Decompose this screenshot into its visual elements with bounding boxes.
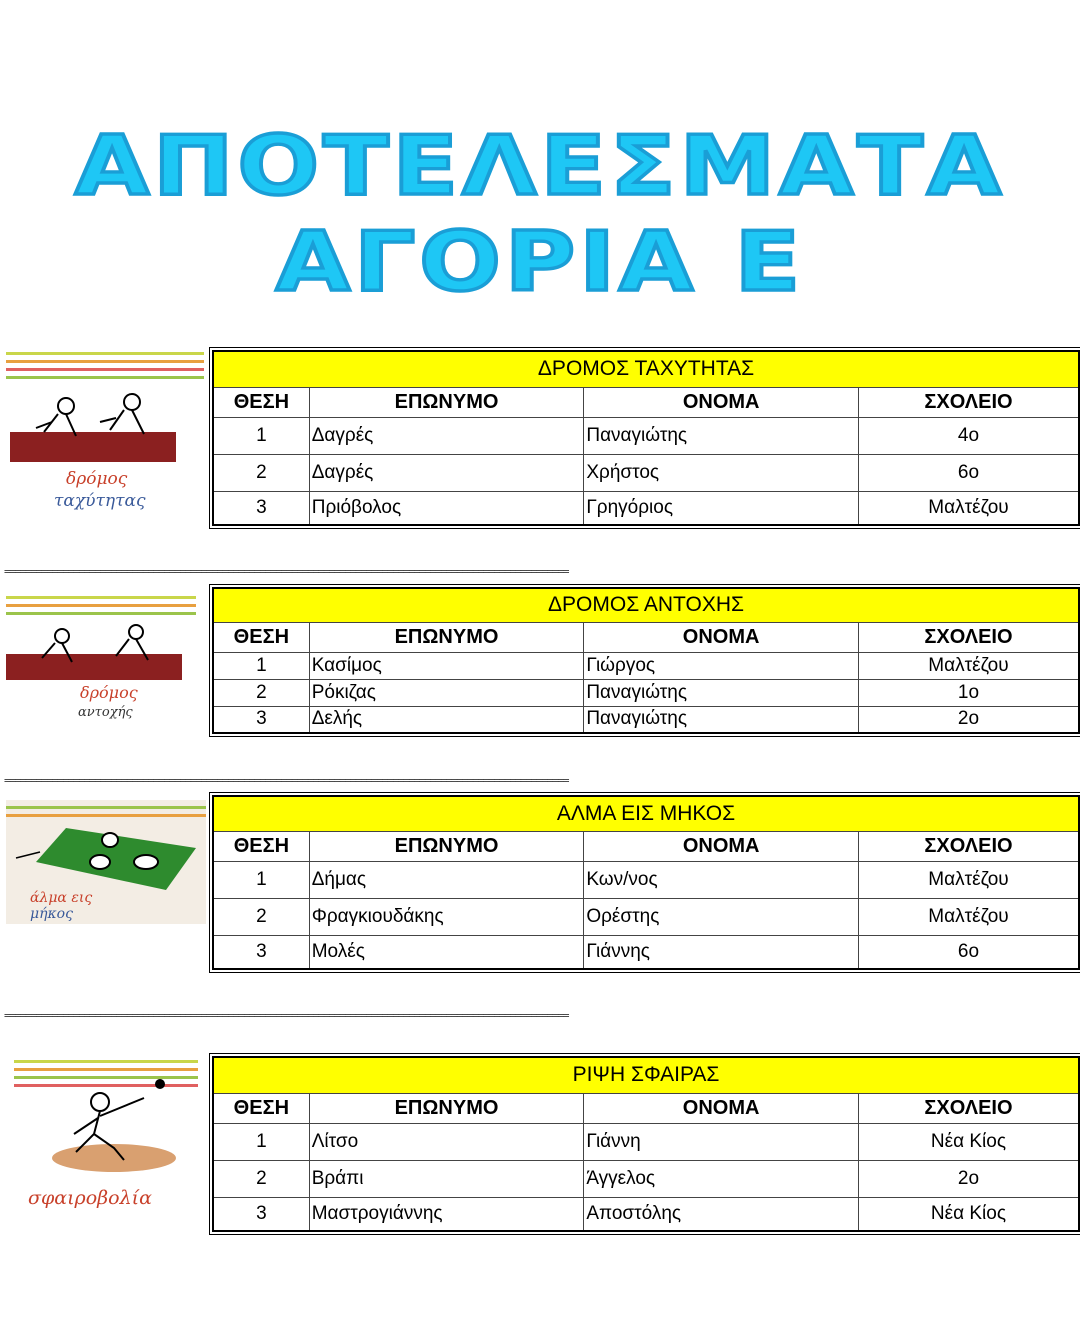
- event-title: ΔΡΟΜΟΣ ΤΑΧΥΤΗΤΑΣ: [213, 351, 1079, 387]
- school-cell: Μαλτέζου: [858, 491, 1079, 525]
- shot-put-logo: [14, 1060, 214, 1226]
- col-header-school: ΣΧΟΛΕΙΟ: [858, 831, 1079, 861]
- page-title-line-2: ΑΓΟΡΙΑ Ε: [275, 214, 805, 310]
- position-cell: 2: [213, 679, 309, 706]
- surname-cell: Δελής: [309, 706, 584, 733]
- surname-cell: Λίτσο: [309, 1123, 584, 1160]
- endurance-logo-caption-2: αντοχής: [78, 705, 133, 720]
- name-cell: Αποστόλης: [584, 1197, 859, 1231]
- position-cell: 1: [213, 861, 309, 898]
- shot-put-results-table: [212, 1056, 1080, 1232]
- col-header-school: ΣΧΟΛΕΙΟ: [858, 622, 1079, 652]
- school-cell: 4ο: [858, 417, 1079, 454]
- school-cell: 2ο: [858, 1160, 1079, 1197]
- school-cell: 2ο: [858, 706, 1079, 733]
- long-jump-logo: [6, 800, 206, 924]
- long-jump-logo-caption-1: άλμα εις: [30, 890, 93, 906]
- surname-cell: Μολές: [309, 935, 584, 969]
- name-cell: Γιάννη: [584, 1123, 859, 1160]
- table-row: [213, 652, 1079, 679]
- name-cell: Παναγιώτης: [584, 679, 859, 706]
- long-jump-results-table: [212, 795, 1080, 970]
- table-row: [213, 491, 1079, 525]
- surname-cell: Δήμας: [309, 861, 584, 898]
- table-row: [213, 706, 1079, 733]
- col-header-name: ΟΝΟΜΑ: [584, 1093, 859, 1123]
- table-row: [213, 1160, 1079, 1197]
- col-header-surname: ΕΠΩΝΥΜΟ: [309, 831, 584, 861]
- col-header-school: ΣΧΟΛΕΙΟ: [858, 1093, 1079, 1123]
- name-cell: Γρηγόριος: [584, 491, 859, 525]
- endurance-logo-caption-1: δρόμος: [80, 683, 138, 702]
- name-cell: Γιάννης: [584, 935, 859, 969]
- school-cell: Νέα Κίος: [858, 1123, 1079, 1160]
- col-header-surname: ΕΠΩΝΥΜΟ: [309, 622, 584, 652]
- sprint-logo: [6, 352, 206, 522]
- sprint-logo-caption-1: δρόμος: [66, 469, 128, 489]
- position-cell: 2: [213, 898, 309, 935]
- surname-cell: Δαγρές: [309, 454, 584, 491]
- position-cell: 1: [213, 652, 309, 679]
- surname-cell: Φραγκιουδάκης: [309, 898, 584, 935]
- separator: ==========================================================================================================: [4, 566, 569, 578]
- event-title: ΔΡΟΜΟΣ ΑΝΤΟΧΗΣ: [213, 588, 1079, 622]
- name-cell: Κων/νος: [584, 861, 859, 898]
- separator: ==========================================================================================================: [4, 775, 569, 787]
- school-cell: Μαλτέζου: [858, 898, 1079, 935]
- col-header-position: ΘΕΣΗ: [213, 831, 309, 861]
- surname-cell: Πριόβολος: [309, 491, 584, 525]
- position-cell: 3: [213, 935, 309, 969]
- surname-cell: Κασίμος: [309, 652, 584, 679]
- school-cell: 6ο: [858, 454, 1079, 491]
- name-cell: Άγγελος: [584, 1160, 859, 1197]
- table-row: [213, 898, 1079, 935]
- name-cell: Παναγιώτης: [584, 417, 859, 454]
- sprint-logo-caption-2: ταχύτητας: [54, 491, 146, 511]
- col-header-name: ΟΝΟΜΑ: [584, 387, 859, 417]
- position-cell: 3: [213, 706, 309, 733]
- surname-cell: Μαστρογιάννης: [309, 1197, 584, 1231]
- long-jump-logo-caption-2: μήκος: [30, 906, 73, 922]
- school-cell: 6ο: [858, 935, 1079, 969]
- school-cell: Μαλτέζου: [858, 861, 1079, 898]
- table-row: [213, 1197, 1079, 1231]
- col-header-position: ΘΕΣΗ: [213, 387, 309, 417]
- position-cell: 2: [213, 454, 309, 491]
- school-cell: Μαλτέζου: [858, 652, 1079, 679]
- table-row: [213, 935, 1079, 969]
- table-row: [213, 861, 1079, 898]
- event-title: ΡΙΨΗ ΣΦΑΙΡΑΣ: [213, 1057, 1079, 1093]
- table-row: [213, 1123, 1079, 1160]
- page-title-line-1: ΑΠΟΤΕΛΕΣΜΑΤΑ: [74, 118, 1006, 214]
- col-header-surname: ΕΠΩΝΥΜΟ: [309, 387, 584, 417]
- school-cell: Νέα Κίος: [858, 1197, 1079, 1231]
- col-header-position: ΘΕΣΗ: [213, 1093, 309, 1123]
- school-cell: 1ο: [858, 679, 1079, 706]
- col-header-position: ΘΕΣΗ: [213, 622, 309, 652]
- position-cell: 3: [213, 491, 309, 525]
- position-cell: 1: [213, 1123, 309, 1160]
- table-row: [213, 417, 1079, 454]
- table-row: [213, 454, 1079, 491]
- table-row: [213, 679, 1079, 706]
- separator: ==========================================================================================================: [4, 1010, 569, 1022]
- position-cell: 2: [213, 1160, 309, 1197]
- col-header-surname: ΕΠΩΝΥΜΟ: [309, 1093, 584, 1123]
- name-cell: Ορέστης: [584, 898, 859, 935]
- surname-cell: Βράπι: [309, 1160, 584, 1197]
- surname-cell: Δαγρές: [309, 417, 584, 454]
- col-header-name: ΟΝΟΜΑ: [584, 622, 859, 652]
- endurance-results-table: [212, 587, 1080, 734]
- name-cell: Παναγιώτης: [584, 706, 859, 733]
- name-cell: Χρήστος: [584, 454, 859, 491]
- position-cell: 1: [213, 417, 309, 454]
- event-title: ΑΛΜΑ ΕΙΣ ΜΗΚΟΣ: [213, 796, 1079, 831]
- col-header-school: ΣΧΟΛΕΙΟ: [858, 387, 1079, 417]
- endurance-logo: [6, 596, 206, 726]
- sprint-results-table: [212, 350, 1080, 526]
- name-cell: Γιώργος: [584, 652, 859, 679]
- shot-put-logo-caption: σφαιροβολία: [28, 1187, 152, 1209]
- col-header-name: ΟΝΟΜΑ: [584, 831, 859, 861]
- surname-cell: Ρόκιζας: [309, 679, 584, 706]
- position-cell: 3: [213, 1197, 309, 1231]
